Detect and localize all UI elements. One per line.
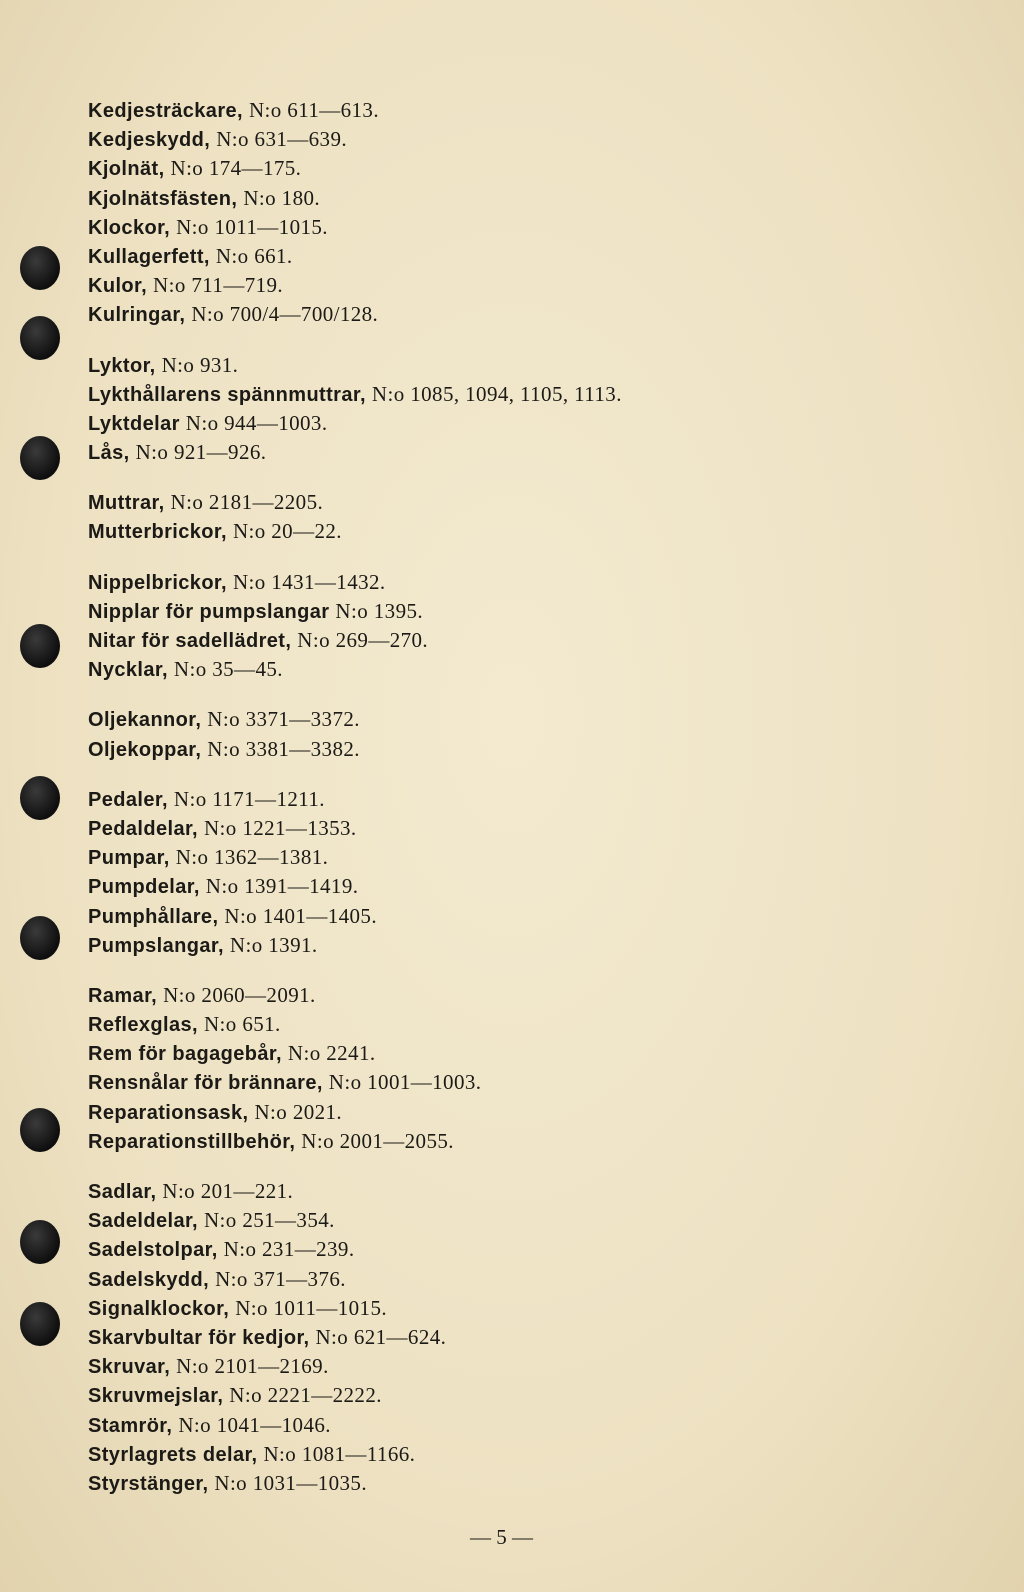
- entry-reference: N:o 2101—2169.: [176, 1354, 329, 1379]
- entry-term: Styrlagrets delar,: [88, 1443, 258, 1466]
- parts-index: [88, 96, 988, 1519]
- entry-reference: N:o 1085, 1094, 1105, 1113.: [371, 381, 622, 406]
- binder-hole: [20, 316, 60, 360]
- index-entry: [88, 1265, 988, 1294]
- index-group-r: [88, 981, 988, 1156]
- entry-reference: N:o 1001—1003.: [328, 1070, 482, 1095]
- index-entry: [88, 1039, 988, 1068]
- index-entry: [88, 271, 988, 300]
- index-entry: [88, 1323, 988, 1352]
- binder-hole: [20, 776, 60, 820]
- binder-hole: [20, 1108, 60, 1152]
- entry-term: Skarvbultar för kedjor,: [88, 1326, 310, 1349]
- index-entry: [88, 902, 988, 931]
- entry-reference: N:o 20—22.: [232, 519, 342, 544]
- entry-term: Pumpslangar,: [88, 934, 224, 957]
- index-entry: [88, 154, 988, 183]
- entry-reference: N:o 1011—1015.: [235, 1295, 388, 1320]
- entry-term: Sadeldelar,: [88, 1210, 199, 1233]
- entry-term: Reparationstillbehör,: [88, 1130, 296, 1153]
- entry-reference: N:o 174—175.: [170, 156, 302, 181]
- entry-reference: N:o 2221—2222.: [229, 1383, 382, 1408]
- entry-term: Oljekannor,: [88, 709, 202, 732]
- index-entry: [88, 1294, 988, 1323]
- entry-reference: N:o 2060—2091.: [163, 982, 316, 1007]
- index-entry: [88, 931, 988, 960]
- entry-reference: N:o 921—926.: [135, 440, 267, 465]
- index-entry: [88, 735, 988, 764]
- entry-reference: N:o 1362—1381.: [175, 845, 329, 870]
- entry-reference: N:o 1395.: [335, 598, 424, 623]
- binder-hole: [20, 1220, 60, 1264]
- index-group-p: [88, 785, 988, 960]
- entry-reference: N:o 1401—1405.: [224, 903, 377, 928]
- entry-term: Lyktor,: [88, 354, 156, 377]
- entry-term: Muttrar,: [88, 492, 165, 515]
- index-entry: [88, 1381, 988, 1410]
- entry-reference: N:o 631—639.: [216, 127, 348, 152]
- entry-term: Pumpar,: [88, 847, 170, 870]
- binder-hole: [20, 1302, 60, 1346]
- entry-term: Mutterbrickor,: [88, 521, 227, 544]
- entry-term: Signalklockor,: [88, 1297, 230, 1320]
- entry-term: Kjolnätsfästen,: [88, 187, 238, 210]
- entry-term: Pumphållare,: [88, 905, 219, 928]
- index-entry: [88, 1469, 988, 1498]
- entry-term: Rem för bagagebår,: [88, 1043, 282, 1066]
- index-entry: [88, 213, 988, 242]
- entry-reference: N:o 1011—1015.: [176, 214, 328, 239]
- index-entry: [88, 96, 988, 125]
- entry-term: Ramar,: [88, 984, 158, 1007]
- index-entry: [88, 242, 988, 271]
- entry-reference: N:o 3381—3382.: [207, 736, 360, 761]
- entry-reference: N:o 1221—1353.: [203, 815, 357, 840]
- entry-reference: N:o 1391—1419.: [205, 874, 359, 899]
- index-entry: [88, 872, 988, 901]
- entry-reference: N:o 1031—1035.: [214, 1470, 367, 1495]
- entry-term: Kulor,: [88, 275, 148, 298]
- index-entry: [88, 1352, 988, 1381]
- binder-hole: [20, 916, 60, 960]
- index-entry: [88, 1010, 988, 1039]
- binder-hole: [20, 246, 60, 290]
- index-entry: [88, 655, 988, 684]
- entry-reference: N:o 1391.: [229, 932, 318, 957]
- entry-term: Sadelstolpar,: [88, 1239, 218, 1262]
- index-group-o: [88, 705, 988, 763]
- entry-reference: N:o 2181—2205.: [170, 490, 324, 515]
- index-group-s: [88, 1177, 988, 1498]
- entry-reference: N:o 201—221.: [162, 1179, 294, 1203]
- index-entry: [88, 409, 988, 438]
- entry-reference: N:o 2001—2055.: [301, 1128, 454, 1153]
- entry-term: Nycklar,: [88, 659, 168, 682]
- entry-reference: N:o 2021.: [254, 1099, 343, 1124]
- index-entry: [88, 1127, 988, 1156]
- index-entry: [88, 843, 988, 872]
- entry-term: Lyktdelar: [88, 412, 180, 435]
- entry-reference: N:o 1041—1046.: [178, 1412, 331, 1437]
- index-entry: [88, 597, 988, 626]
- entry-term: Rensnålar för brännare,: [88, 1072, 323, 1095]
- entry-term: Oljekoppar,: [88, 738, 202, 761]
- entry-term: Skruvar,: [88, 1356, 171, 1379]
- index-entry: [88, 517, 988, 546]
- entry-reference: N:o 2241.: [287, 1041, 376, 1066]
- entry-term: Nitar för sadellädret,: [88, 630, 292, 652]
- entry-reference: N:o 1081—1166.: [263, 1441, 416, 1466]
- index-entry: [88, 1411, 988, 1440]
- index-entry: [88, 1068, 988, 1097]
- entry-term: Stamrör,: [88, 1414, 173, 1437]
- index-entry: [88, 438, 988, 467]
- index-entry: [88, 300, 988, 329]
- entry-reference: N:o 711—719.: [153, 273, 284, 298]
- entry-reference: N:o 651.: [203, 1012, 281, 1037]
- entry-reference: N:o 931.: [161, 352, 239, 377]
- entry-term: Kullagerfett,: [88, 245, 210, 268]
- index-entry: [88, 785, 988, 814]
- entry-reference: N:o 180.: [243, 185, 321, 210]
- index-entry: [88, 1177, 988, 1206]
- entry-term: Lås,: [88, 442, 130, 465]
- index-group-l: [88, 351, 988, 468]
- index-entry: [88, 1098, 988, 1127]
- index-group-n: [88, 568, 988, 685]
- entry-reference: N:o 700/4—700/128.: [191, 302, 379, 327]
- index-entry: [88, 568, 988, 597]
- entry-term: Reflexglas,: [88, 1014, 199, 1037]
- index-entry: [88, 705, 988, 734]
- entry-term: Nippelbrickor,: [88, 571, 227, 594]
- entry-term: Klockor,: [88, 216, 171, 239]
- entry-term: Skruvmejslar,: [88, 1385, 224, 1408]
- entry-reference: N:o 35—45.: [173, 657, 283, 682]
- entry-reference: N:o 944—1003.: [185, 410, 328, 435]
- entry-reference: N:o 231—239.: [223, 1237, 355, 1262]
- entry-term: Reparationsask,: [88, 1101, 249, 1124]
- entry-term: Kedjeskydd,: [88, 129, 211, 152]
- index-entry: [88, 626, 988, 655]
- entry-reference: N:o 661.: [215, 243, 293, 268]
- entry-term: Nipplar för pumpslangar: [88, 600, 330, 623]
- page-number: — 5 —: [470, 1525, 533, 1549]
- index-entry: [88, 380, 988, 409]
- entry-reference: N:o 1431—1432.: [232, 569, 386, 594]
- entry-term: Styrstänger,: [88, 1472, 209, 1495]
- index-entry: [88, 1440, 988, 1469]
- index-entry: [88, 1206, 988, 1235]
- index-entry: [88, 1235, 988, 1264]
- entry-term: Pedaler,: [88, 788, 168, 811]
- entry-reference: N:o 269—270.: [297, 628, 429, 652]
- entry-term: Lykthållarens spännmuttrar,: [88, 383, 366, 406]
- entry-term: Sadelskydd,: [88, 1268, 210, 1291]
- binder-hole: [20, 624, 60, 668]
- index-group-m: [88, 488, 988, 546]
- index-entry: [88, 488, 988, 517]
- entry-reference: N:o 371—376.: [215, 1266, 346, 1291]
- entry-term: Kedjesträckare,: [88, 100, 243, 122]
- entry-term: Kulringar,: [88, 304, 186, 327]
- index-entry: [88, 184, 988, 213]
- entry-reference: N:o 611—613.: [248, 98, 379, 122]
- index-entry: [88, 814, 988, 843]
- entry-reference: N:o 1171—1211.: [173, 786, 325, 811]
- binder-hole: [20, 436, 60, 480]
- index-entry: [88, 351, 988, 380]
- entry-reference: N:o 251—354.: [203, 1208, 335, 1233]
- index-entry: [88, 981, 988, 1010]
- entry-term: Pedaldelar,: [88, 817, 199, 840]
- index-entry: [88, 125, 988, 154]
- entry-term: Pumpdelar,: [88, 876, 200, 899]
- entry-term: Kjolnät,: [88, 158, 165, 181]
- entry-term: Sadlar,: [88, 1181, 157, 1203]
- entry-reference: N:o 3371—3372.: [207, 707, 360, 732]
- index-group-k: [88, 96, 988, 330]
- entry-reference: N:o 621—624.: [315, 1324, 447, 1349]
